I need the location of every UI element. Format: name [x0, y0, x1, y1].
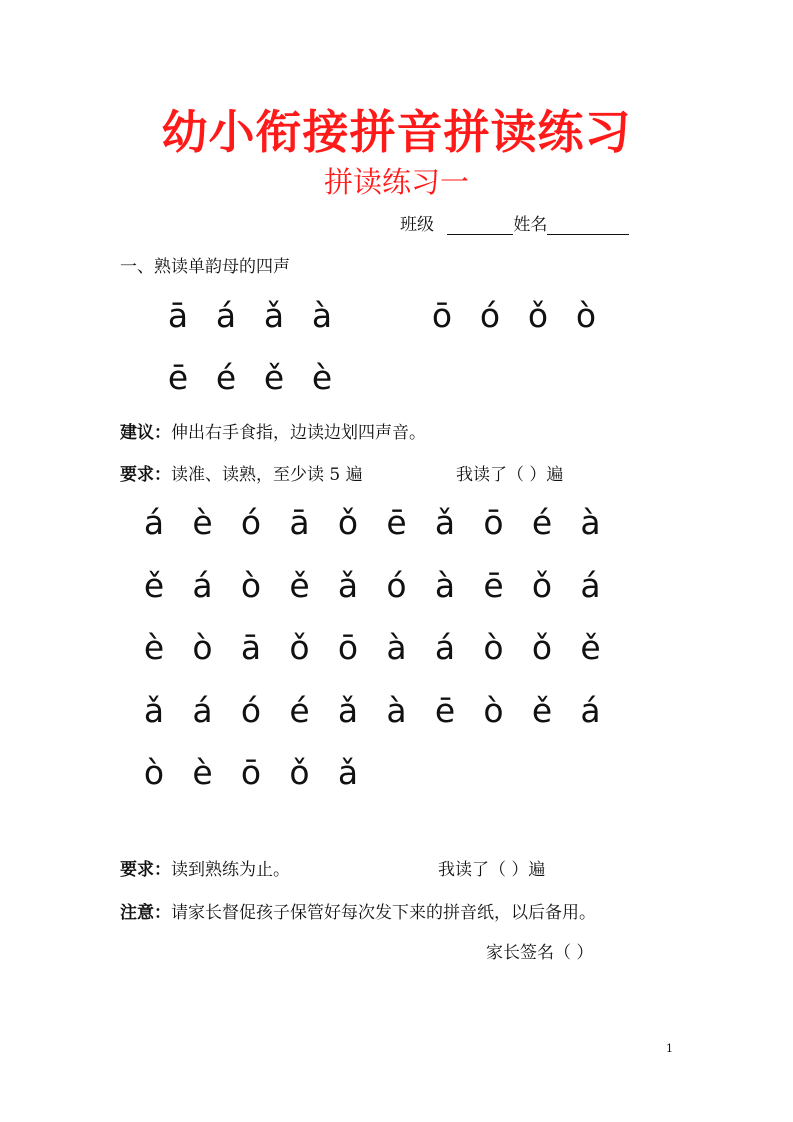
practice-syllable-r4-3: é — [289, 691, 310, 730]
suggestion-line — [120, 418, 426, 443]
note-label: 注意： — [120, 903, 171, 923]
practice-syllable-r2-8: ǒ — [531, 566, 553, 605]
tone-e-3: è — [311, 358, 333, 397]
tone-o-1: ó — [479, 296, 501, 335]
subtitle-text: 拼读练习一 — [323, 165, 469, 199]
practice-syllable-r4-8: ě — [531, 691, 553, 730]
name-label: 姓名 — [513, 215, 548, 235]
practice-syllable-r4-6: ē — [434, 691, 456, 730]
practice-syllable-r5-0: ò — [143, 753, 165, 792]
page-subtitle — [0, 160, 793, 201]
practice-syllable-r1-2: ó — [240, 503, 262, 542]
practice-syllable-r1-8: é — [531, 503, 553, 542]
tone-a-2: ǎ — [263, 296, 285, 335]
page-title: 幼小衔接拼音拼读练习 — [161, 105, 632, 159]
practice-syllable-r3-4: ō — [337, 628, 359, 667]
practice-syllable-r4-9: á — [580, 691, 601, 730]
practice-syllable-r4-4: ǎ — [337, 691, 359, 730]
practice-syllable-r2-6: à — [434, 566, 456, 605]
practice-syllable-r4-7: ò — [483, 691, 504, 730]
requirement-line-1 — [120, 460, 363, 485]
tone-e-1: é — [215, 358, 237, 397]
practice-syllable-r3-9: ě — [580, 628, 601, 667]
suggestion-label: 建议： — [120, 423, 171, 443]
tone-a-0: ā — [167, 296, 189, 335]
page-number: 1 — [666, 1042, 673, 1055]
tone-o-0: ō — [431, 296, 453, 335]
practice-syllable-r2-1: á — [192, 566, 213, 605]
practice-syllable-r2-7: ē — [483, 566, 504, 605]
practice-syllable-r1-5: ē — [386, 503, 407, 542]
practice-syllable-r2-5: ó — [386, 566, 407, 605]
parent-signature[interactable]: 家长签名（ ） — [486, 943, 594, 963]
practice-syllable-r1-1: è — [192, 503, 213, 542]
requirement-label-2: 要求： — [120, 860, 171, 880]
section-heading: 一、熟读单韵母的四声 — [120, 257, 290, 277]
practice-syllable-r4-5: à — [386, 691, 407, 730]
practice-syllable-r3-7: ò — [483, 628, 504, 667]
practice-syllable-r1-3: ā — [289, 503, 310, 542]
requirement-text-1: 读准、读熟，至少读 5 遍 — [171, 465, 363, 485]
read-count-2: 我读了（ ）遍 — [438, 860, 546, 880]
practice-syllable-r3-8: ǒ — [531, 628, 553, 667]
tone-o-2: ǒ — [527, 296, 549, 335]
note-text: 请家长督促孩子保管好每次发下来的拼音纸，以后备用。 — [171, 903, 596, 923]
requirement-line-2 — [120, 855, 290, 880]
tone-a-1: á — [215, 296, 237, 335]
practice-syllable-r5-4: ǎ — [337, 753, 359, 792]
practice-syllable-r5-3: ǒ — [289, 753, 310, 792]
tone-e-0: ē — [167, 358, 189, 397]
practice-syllable-r5-1: è — [192, 753, 213, 792]
practice-syllable-r4-2: ó — [240, 691, 262, 730]
note-line — [120, 898, 596, 923]
practice-syllable-r1-9: à — [580, 503, 601, 542]
practice-syllable-r3-0: è — [143, 628, 165, 667]
requirement-label-1: 要求： — [120, 465, 171, 485]
tone-e-2: ě — [263, 358, 285, 397]
practice-syllable-r1-7: ō — [483, 503, 504, 542]
practice-syllable-r2-0: ě — [143, 566, 165, 605]
practice-syllable-r3-1: ò — [192, 628, 213, 667]
practice-syllable-r4-0: ǎ — [143, 691, 165, 730]
practice-syllable-r2-9: á — [580, 566, 601, 605]
practice-syllable-r3-6: á — [434, 628, 456, 667]
practice-syllable-r2-2: ò — [240, 566, 262, 605]
tone-a-3: à — [311, 296, 333, 335]
student-info — [400, 210, 629, 235]
practice-syllable-r1-4: ǒ — [337, 503, 359, 542]
practice-syllable-r2-4: ǎ — [337, 566, 359, 605]
class-blank[interactable] — [447, 216, 513, 235]
practice-syllable-r3-3: ǒ — [289, 628, 310, 667]
tone-o-3: ò — [575, 296, 597, 335]
requirement-text-2: 读到熟练为止。 — [171, 860, 290, 880]
practice-syllable-r4-1: á — [192, 691, 213, 730]
name-blank[interactable] — [547, 216, 629, 235]
practice-syllable-r5-2: ō — [240, 753, 262, 792]
practice-syllable-r2-3: ě — [289, 566, 310, 605]
class-label: 班级 — [400, 215, 434, 235]
practice-syllable-r3-5: à — [386, 628, 407, 667]
suggestion-text: 伸出右手食指，边读边划四声音。 — [171, 423, 426, 443]
practice-syllable-r1-0: á — [143, 503, 165, 542]
read-count-1: 我读了（ ）遍 — [456, 465, 564, 485]
practice-syllable-r3-2: ā — [240, 628, 262, 667]
practice-syllable-r1-6: ǎ — [434, 503, 456, 542]
